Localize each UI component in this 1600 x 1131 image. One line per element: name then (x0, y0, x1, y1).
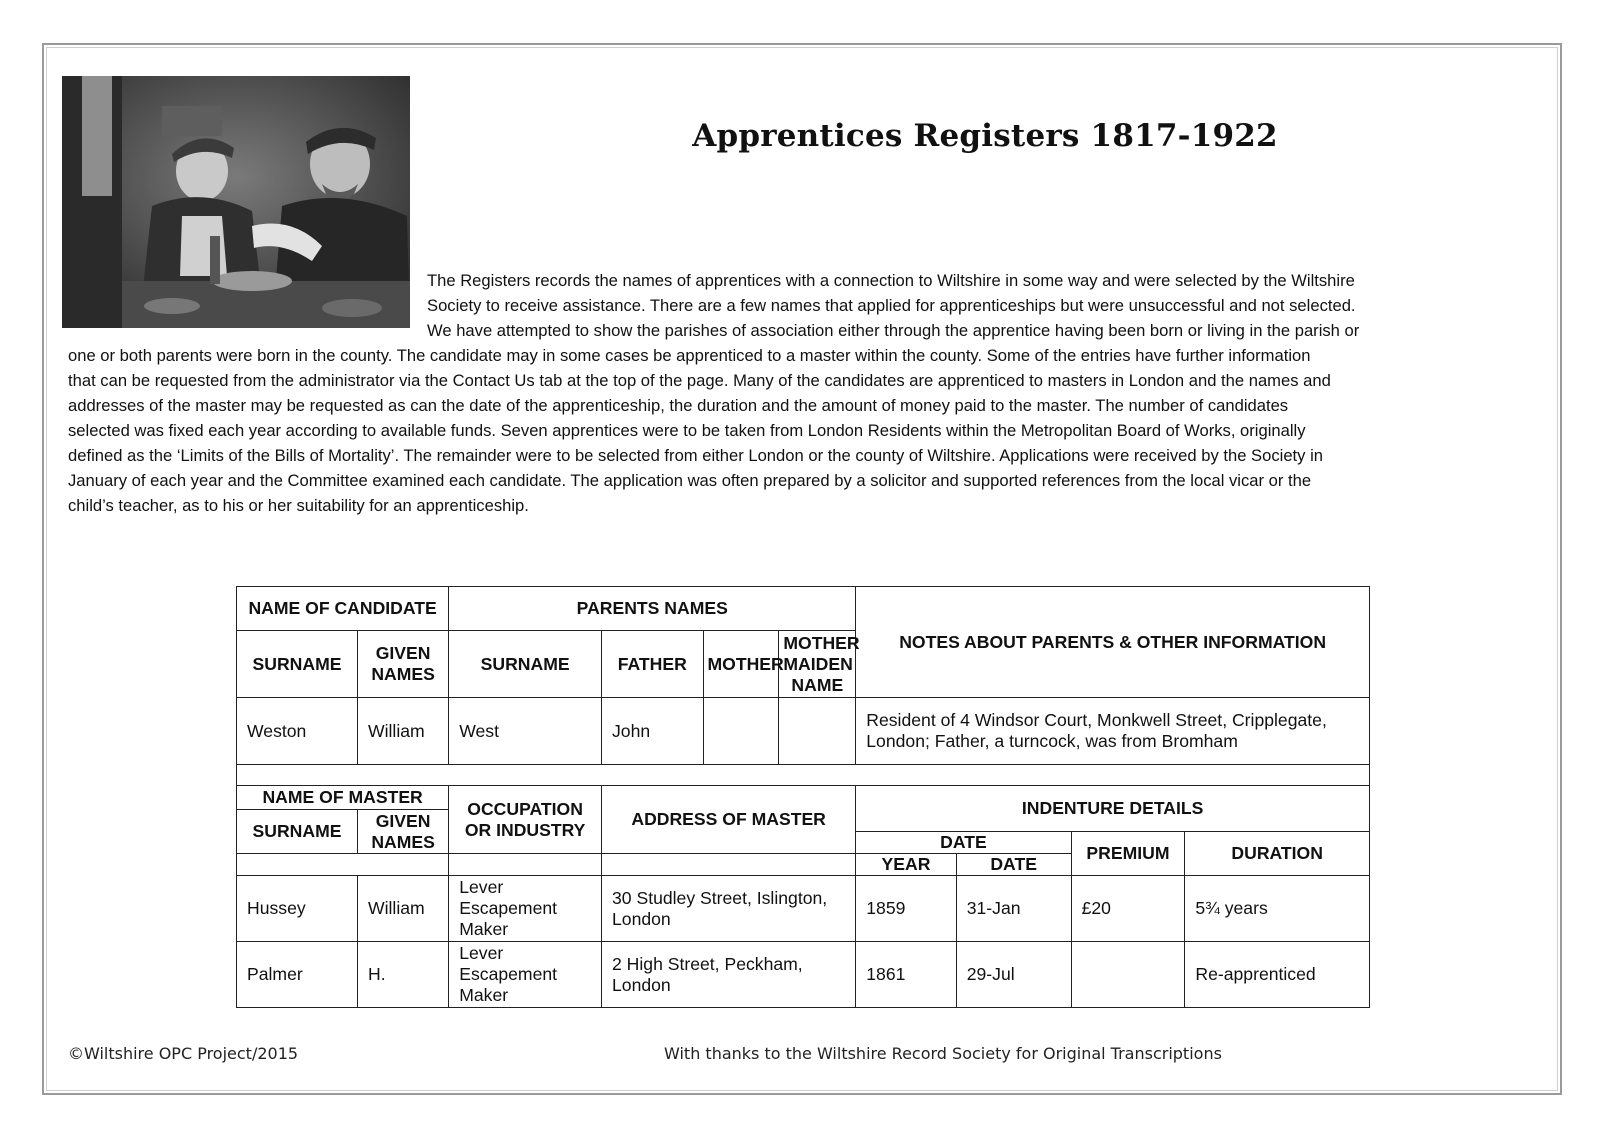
occupation-header-filler (449, 854, 602, 876)
master-surname-header: SURNAME (237, 810, 358, 854)
apprentice-photo (62, 76, 410, 328)
intro-line: one or both parents were born in the county. The candidate may in some cases be apprenticed to a master within the county. Some of the entries have further information (68, 346, 1311, 365)
address-header: ADDRESS OF MASTER (602, 786, 856, 854)
intro-paragraph-body (68, 343, 1528, 518)
indenture-year: 1861 (856, 942, 956, 1008)
candidate-surname-header: SURNAME (237, 631, 358, 698)
indenture-duration: 5¾ years (1185, 876, 1370, 942)
indenture-date: 29-Jul (956, 942, 1071, 1008)
mother-header: MOTHER (703, 631, 779, 698)
indenture-date: 31-Jan (956, 876, 1071, 942)
candidate-surname: Weston (237, 698, 358, 765)
candidate-header-row (237, 587, 1370, 631)
name-of-candidate-header: NAME OF CANDIDATE (237, 587, 449, 631)
master-address: 2 High Street, Peckham, London (602, 942, 856, 1008)
master-surname: Hussey (237, 876, 358, 942)
table-spacer-row (237, 765, 1370, 786)
parent-surname: West (449, 698, 602, 765)
duration-header: DURATION (1185, 832, 1370, 876)
master-given-names-header: GIVEN NAMES (357, 810, 448, 854)
master-surname: Palmer (237, 942, 358, 1008)
intro-line: The Registers records the names of apprentices with a connection to Wiltshire in some way and were selected by the Wiltshire (427, 271, 1355, 290)
mother-name (703, 698, 779, 765)
parent-surname-header: SURNAME (449, 631, 602, 698)
address-header-filler (602, 854, 856, 876)
mother-maiden-name (779, 698, 856, 765)
indenture-year: 1859 (856, 876, 956, 942)
master-given-names: H. (357, 942, 448, 1008)
thanks-footer: With thanks to the Wiltshire Record Society for Original Transcriptions (664, 1044, 1222, 1063)
premium-header: PREMIUM (1071, 832, 1185, 876)
intro-line: January of each year and the Committee examined each candidate. The application was often prepared by a solicitor and supported references from the local vicar or the (68, 471, 1312, 490)
date-sub-header: DATE (956, 854, 1071, 876)
occupation-header: OCCUPATION OR INDUSTRY (449, 786, 602, 854)
intro-line: child’s teacher, as to his or her suitability for an apprenticeship. (68, 496, 529, 515)
apprentice-register-table (236, 586, 1370, 1008)
master-header-row (237, 786, 1370, 810)
master-header-filler (237, 854, 449, 876)
intro-line: We have attempted to show the parishes of association either through the apprentice having been born or living in the parish or (427, 321, 1360, 340)
father-header: FATHER (602, 631, 704, 698)
mother-maiden-name-header: MOTHER MAIDEN NAME (779, 631, 856, 698)
master-given-names: William (357, 876, 448, 942)
year-header: YEAR (856, 854, 956, 876)
master-occupation: Lever Escapement Maker (449, 942, 602, 1008)
parents-names-header: PARENTS NAMES (449, 587, 856, 631)
indenture-premium: £20 (1071, 876, 1185, 942)
name-of-master-header: NAME OF MASTER (237, 786, 449, 810)
intro-paragraph-top (427, 268, 1527, 343)
master-address: 30 Studley Street, Islington, London (602, 876, 856, 942)
intro-line: selected was fixed each year according to available funds. Seven apprentices were to be taken from London Residents within the Metropolitan Board of Works, originally (68, 421, 1306, 440)
candidate-notes: Resident of 4 Windsor Court, Monkwell Street, Cripplegate, London; Father, a turncock, was from Bromham (856, 698, 1370, 765)
intro-line: that can be requested from the administrator via the Contact Us tab at the top of the page. Many of the candidates are apprenticed to masters in London and the names and (68, 371, 1331, 390)
intro-line: defined as the ‘Limits of the Bills of Mortality’. The remainder were to be selected from either London or the county of Wiltshire. Applications were received by the Society in (68, 446, 1323, 465)
table-row (237, 698, 1370, 765)
notes-header: NOTES ABOUT PARENTS & OTHER INFORMATION (856, 587, 1370, 698)
indenture-premium (1071, 942, 1185, 1008)
apprentice-workshop-image (62, 76, 410, 328)
date-header: DATE (856, 832, 1071, 854)
candidate-given-names: William (357, 698, 448, 765)
intro-line: addresses of the master may be requested as can the date of the apprenticeship, the duration and the amount of money paid to the master. The number of candidates (68, 396, 1289, 415)
page-title: Apprentices Registers 1817-1922 (692, 118, 1278, 154)
copyright-footer: ©Wiltshire OPC Project/2015 (68, 1044, 299, 1063)
intro-line: Society to receive assistance. There are a few names that applied for apprenticeships but were unsuccessful and not selected. (427, 296, 1356, 315)
indenture-duration: Re-apprenticed (1185, 942, 1370, 1008)
master-occupation: Lever Escapement Maker (449, 876, 602, 942)
indenture-details-header: INDENTURE DETAILS (856, 786, 1370, 832)
father-name: John (602, 698, 704, 765)
table-row (237, 942, 1370, 1008)
table-row (237, 876, 1370, 942)
candidate-given-names-header: GIVEN NAMES (357, 631, 448, 698)
